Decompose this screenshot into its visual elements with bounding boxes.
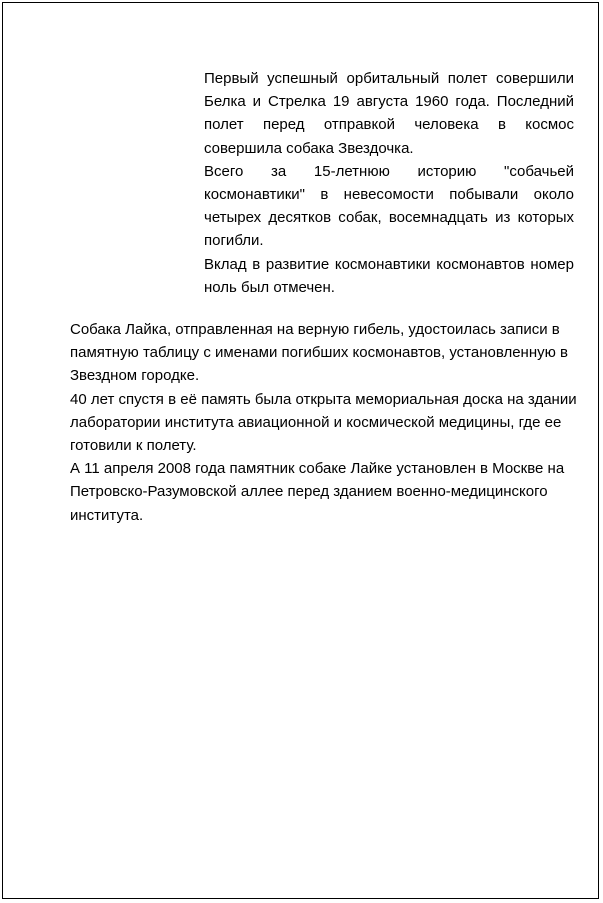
- indented-text-block: [204, 67, 574, 299]
- paragraph-dog-cosmonautics: Всего за 15-летнюю историю "собачьей космонавтики" в невесомости побывали около четырех десятков собак, восемнадцать из которых погибли.: [204, 162, 574, 250]
- paragraph-contribution: Вклад в развитие космонавтики космонавтов номер ноль был отмечен.: [204, 255, 574, 296]
- paragraph-laika-memorial-table: Собака Лайка, отправленная на верную гибель, удостоилась записи в памятную таблицу с именами погибших космонавтов, установленную в Звездном городке.: [70, 321, 569, 385]
- paragraph-first-flight: Первый успешный орбитальный полет совершили Белка и Стрелка 19 августа 1960 года. Последний полет перед отправкой человека в космос совершила собака Звездочка.: [204, 70, 574, 157]
- full-width-text-block: [70, 318, 590, 527]
- document-page: [2, 2, 599, 899]
- paragraph-laika-monument: А 11 апреля 2008 года памятник собаке Лайке установлен в Москве на Петровско-Разумовской аллее перед зданием военно-медицинского института.: [70, 460, 565, 524]
- paragraph-memorial-plaque: 40 лет спустя в её память была открыта мемориальная доска на здании лаборатории института авиационной и космической медицины, где ее готовили к полету.: [70, 390, 577, 455]
